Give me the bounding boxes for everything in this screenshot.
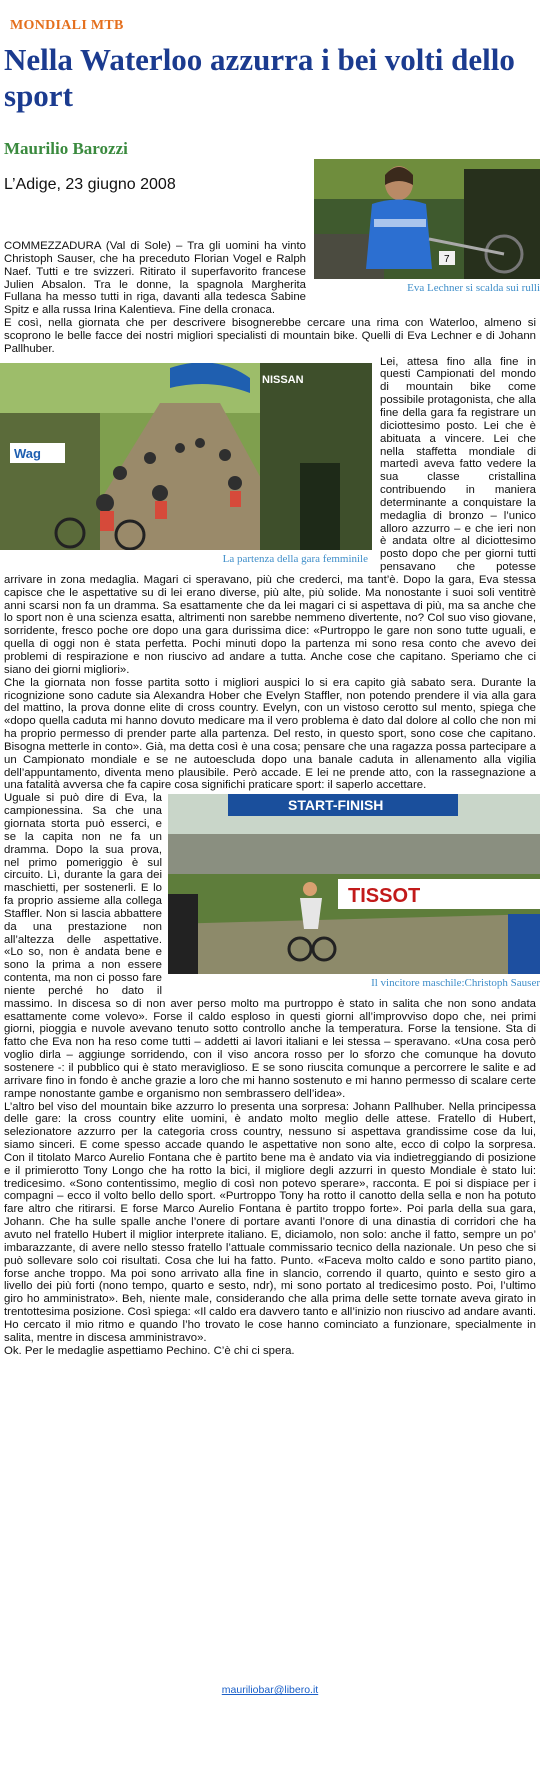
figure-mens-winner (168, 794, 540, 994)
caption-eva-lechner: Eva Lechner si scalda sui rulli (407, 282, 540, 294)
figure-eva-lechner (314, 159, 540, 299)
photo-eva-lechner (314, 159, 540, 279)
headline: Nella Waterloo azzurra i bei volti dello sport (4, 42, 515, 113)
start-banner-text: NISSAN (262, 373, 304, 386)
author-byline: Maurilio Barozzi (4, 139, 128, 158)
caption-women-start: La partenza della gara femminile (222, 552, 368, 565)
paragraph-3: Lei, attesa fino alla fine in questi Campionati del mondo di mountain bike come possibile protagonista, che alla fine della gara fa registrare un diciottesimo posto. Lei che è abituata a vincere. Lei che nella staffetta mondiale di martedì aveva fatto vedere la sua classe cristallina contribuendo in maniera determinante a conquistare la medaglia di bronzo – l’unico alloro azzurro – e che ieri non è andata oltre al diciottesimo posto dopo che per giorni tutti pensavano che potesse arrivare in zona medaglia. Magari ci speravano, più che crederci, ma tant’è. Dopo la gara, Eva stessa capisce che le aspettative su di lei erano diverse, più alte, più solide. Ma nonostante i suoi soli ventitrè anni scarsi non fa un dramma. Sa esattamente che da lei magari ci si aspettava di più, ma sa anche che lo sport non è una scienza esatta, altrimenti non sarebbe nemmeno divertente, no? Col suo viso giovane, sorridente, fresco poche ore dopo una gara durissima dice: «Purtroppo le gare non sono tutte uguali, e quella di oggi non è stata perfetta. Pochi minuti dopo la partenza mi sono resa conto che avevo dei problemi di respirazione e non riuscivo ad andare a tutta. Anche cose che capitano. Speriamo che ci siano dei giorni migliori». (4, 355, 536, 676)
paragraph-6: L’altro bel viso del mountain bike azzurro lo presenta una sorpresa: Johann Pallhuber. Nella principessa delle gare: la cross country elite uomini, è andato molto meglio delle attese. Fratello di Hubert, selezionatore azzurro per la categoria cross country, nessuno si aspettava grandissime cose da lui, siamo sinceri. E come spesso accade quando le aspettative non sono alte, ecco di colpo la sorpresa. Con il titolato Marco Aurelio Fontana che è partito bene ma è andato via via indietreggiando di posizione e il primierotto Tony Longo che ha rotto la bici, il migliore degli azzurri in questo Mondiale è stato lui: tredicesimo. «Sono contentissimo, meglio di così non potevo sperare», racconta. E poi si dispiace per i compagni – ecco il volto bello dello sport. «Purtroppo Tony ha rotto il canotto della sella e non ha potuto fare altro che ritirarsi. E forse Marco Aurelio Fontana è partito troppo forte». Poi parla della sua gara, Johann. Che ha sulle spalle anche l’onere di portare avanti l’onore di una dinastia di corridori che ha avuto nel fratello Hubert il miglior interprete italiano. E, diciamolo, non solo: anche il fatto, sempre un po’ imbarazzante, di avere nello stesso fratello l’attuale commissario tecnico della nazionale. Un peso che si può sollevare solo coi risultati. Cosa che lui ha fatto. Punto. «Faceva molto caldo e sono partito piano, forse anche troppo. Ma poi sono arrivato alla fine in slancio, correndo il quarto, quinto e sesto giro a livello dei più forti (nono tempo, quarto e sesto, ndr), mi sono portato al tredicesimo posto. Poi, l’ultimo giro ho amministrato». Beh, niente male, considerando che alla prima delle sette tornate aveva girato in trentottesima posizione. Così spiega: «Il caldo era davvero tanto e all’inizio non riuscivo ad andare avanti. Ho cercato il mio ritmo e quando l’ho trovato le cose hanno cominciato a funzionare, specialmente in salita, mentre in discesa amministravo». (4, 1100, 536, 1344)
figure-women-start (0, 363, 372, 570)
paragraph-4: Che la giornata non fosse partita sotto i migliori auspici lo si era capito già sabato sera. Durante la ricognizione sono cadute sia Alexandra Hober che Evelyn Staffler, non potendo prendere il via alla gara del mattino, la prova donne elite di cross country. Evelyn, con un vistoso cerotto sul mento, spiega che «dopo quella caduta mi hanno dovuto medicare ma il vero problema è dato dal dolore al collo che non mi ha proprio permesso di prender parte alla partenza. Del resto, in questo sport, sono cose che capitano. Bisogna metterle in conto». Già, ma detta così è una cosa; pensare che una ragazza possa partecipare a un Campionato mondiale e se ne autoescluda dopo una banale caduta in allenamento alla vigilia dell’appuntamento, diventa meno plausibile. Però accade. E lei ne prende atto, con la rassegnazione a una fatalità avversa che fa capire cosa significhi praticare sport: il saperlo accettare. (4, 676, 536, 792)
paragraph-7: Ok. Per le medaglie aspettiamo Pechino. C’è chi ci spera. (4, 1344, 295, 1357)
photo-mens-winner (168, 794, 540, 974)
photo-women-start (0, 363, 372, 550)
article-body (4, 240, 540, 1357)
dateline: L’Adige, 23 giugno 2008 (4, 176, 176, 193)
finish-banner-text: START-FINISH (288, 797, 384, 814)
author-email-link[interactable]: mauriliobar@libero.it (221, 1684, 319, 1696)
caption-mens-winner: Il vincitore maschile:Christoph Sauser (371, 977, 540, 990)
paragraph-1: COMMEZZADURA (Val di Sole) – Tra gli uomini ha vinto Christoph Sauser, che ha preceduto Florian Vogel e Ralph Naef. Tutti e tre svizzeri. Ritirato il superfavorito francese Julien Absalon. Tra le donne, la spagnola Margherita Fullana ha messo tutti in riga, davanti alla tedesca Sabine Spitz e alla russa Irina Kalentieva. Fine della cronaca. (4, 240, 306, 317)
finish-sponsor-text: TISSOT (348, 885, 421, 908)
paragraph-2: E così, nella giornata che per descrivere bisognerebbe cercare una rima con Waterloo, almeno si scoprono le belle facce dei nostri migliori specialisti di mountain bike. Quelli di Eva Lechner e di Johann Pallhuber. (4, 317, 536, 355)
lechner-bib-number: 7 (444, 254, 450, 265)
start-sign-text: Wag (14, 445, 41, 461)
paragraph-5: Uguale si può dire di Eva, la campionessina. Sa che una giornata storta può esserci, e se la capita non ne fa un dramma. Dopo la sua prova, nel primo pomeriggio è sul circuito. Lì, durante la gara dei maschietti, per sostenerli. E lo fa proprio assieme alla collega Staffler. Non si lascia abbattere da una prestazione non all’altezza delle aspettative. «Lo so, non è andata bene e sono la prima a non essere contenta, ma non ci posso fare niente perché ho dato il massimo. In discesa so di non aver perso molto ma purtroppo è stato in salita che non sono andata esattamente come volevo». Forse il caldo esploso in questi giorni all’improvviso dopo che, nei primi giorni, pioggia e nuvole avevano tenuto sotto controllo anche la temperatura. Forse la tensione. Sta di fatto che Eva non ha reso come tutti – addetti ai lavori italiani e lei stessa – speravano. «Una cosa però voglio dirla – aggiunge sorridendo, con il viso ancora rosso per lo sforzo che comunque ha dovuto sostenere -: il pubblico qui è stato meraviglioso. E se sono riuscita comunque a percorrere le salite e ad arrivare fino in fondo è anche grazie a loro che mi hanno sostenuto e mi hanno permesso di scalare certe rampe nonostante gambe e organismo non sembrassero dell’idea». (4, 792, 536, 1100)
section-kicker: MONDIALI MTB (10, 18, 124, 33)
